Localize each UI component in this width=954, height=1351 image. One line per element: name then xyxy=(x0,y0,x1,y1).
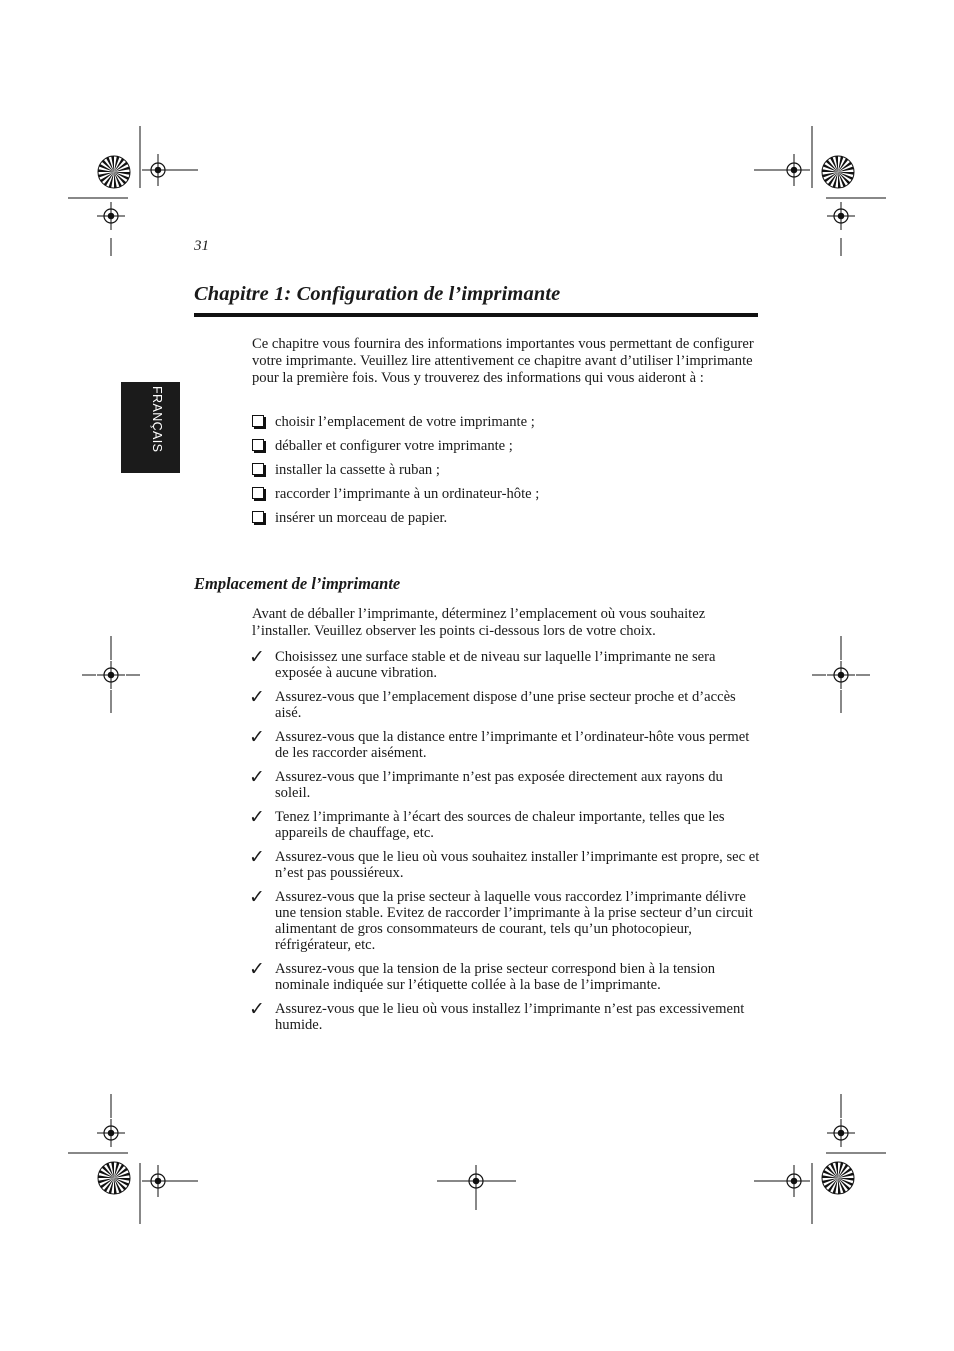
star-target-icon xyxy=(822,156,854,188)
chapter-rule xyxy=(194,313,758,317)
intro-bullet-list xyxy=(252,414,760,534)
list-item-text: insérer un morceau de papier. xyxy=(275,510,448,526)
language-tab xyxy=(121,382,180,473)
star-target-icon xyxy=(98,156,130,188)
checkmark-icon: ✓ xyxy=(249,766,265,788)
list-item xyxy=(249,958,760,993)
list-item-text: Assurez-vous que l’emplacement dispose d’une prise secteur proche et d’accès aisé. xyxy=(275,689,736,721)
star-target-icon xyxy=(98,1162,130,1194)
language-tab-label: FRANÇAIS xyxy=(150,386,164,453)
list-item xyxy=(252,414,760,430)
star-target-icon xyxy=(822,1162,854,1194)
registration-target-icon xyxy=(460,1165,492,1197)
checkbox-bullet-icon xyxy=(252,415,264,427)
checkmark-icon: ✓ xyxy=(249,998,265,1020)
registration-dot xyxy=(155,167,162,174)
list-item xyxy=(249,806,760,841)
list-item xyxy=(249,846,760,881)
checkbox-bullet-icon xyxy=(252,439,264,451)
list-item-text: Choisissez une surface stable et de niveau sur laquelle l’imprimante ne sera exposée à aucune vibration. xyxy=(275,649,716,681)
list-item xyxy=(252,438,760,454)
chapter-title: Chapitre 1: Configuration de l’imprimante xyxy=(194,283,561,305)
list-item-text: Assurez-vous que la distance entre l’imprimante et l’ordinateur-hôte vous permet de les raccorder aisément. xyxy=(275,729,750,761)
list-item xyxy=(249,686,760,721)
registration-dot xyxy=(473,1178,480,1185)
list-item xyxy=(252,462,760,478)
registration-dot xyxy=(791,167,798,174)
registration-dot xyxy=(108,213,115,220)
list-item xyxy=(252,510,760,526)
registration-target-icon xyxy=(97,661,125,689)
registration-target-icon xyxy=(142,154,174,186)
registration-target-icon xyxy=(827,1119,855,1147)
registration-target-icon xyxy=(778,1165,810,1197)
registration-dot xyxy=(791,1178,798,1185)
checkbox-bullet-icon xyxy=(252,487,264,499)
checkmark-icon: ✓ xyxy=(249,886,265,908)
list-item-text: installer la cassette à ruban ; xyxy=(275,462,440,478)
registration-dot xyxy=(108,672,115,679)
list-item xyxy=(249,726,760,761)
location-check-list xyxy=(249,646,760,1041)
registration-dot xyxy=(838,1130,845,1137)
list-item-text: raccorder l’imprimante à un ordinateur-hôte ; xyxy=(275,486,540,502)
location-paragraph: Avant de déballer l’imprimante, déterminez l’emplacement où vous souhaitez l’installer. Veuillez observer les points ci-dessous lors de votre choix. xyxy=(252,606,706,639)
registration-dot xyxy=(838,672,845,679)
registration-target-icon xyxy=(827,202,855,230)
checkmark-icon: ✓ xyxy=(249,726,265,748)
list-item-text: Assurez-vous que le lieu où vous souhaitez installer l’imprimante est propre, sec et n’est pas poussiéreux. xyxy=(275,849,760,881)
list-item-text: déballer et configurer votre imprimante ; xyxy=(275,438,513,454)
checkbox-bullet-icon xyxy=(252,463,264,475)
registration-target-icon xyxy=(778,154,810,186)
list-item xyxy=(249,886,760,953)
list-item xyxy=(249,646,760,681)
list-item xyxy=(252,486,760,502)
list-item-text: Assurez-vous que la tension de la prise secteur correspond bien à la tension nominale indiquée sur l’étiquette collée à la base de l’imprimante. xyxy=(275,961,716,993)
intro-paragraph: Ce chapitre vous fournira des informations importantes vous permettant de configurer votre imprimante. Veuillez lire attentivement ce chapitre avant d’utiliser l’imprimante pour la première fois. Vous y trouverez des informations qui vous aideront à : xyxy=(252,336,754,386)
list-item xyxy=(249,766,760,801)
registration-target-icon xyxy=(827,661,855,689)
list-item-text: Assurez-vous que l’imprimante n’est pas exposée directement aux rayons du soleil. xyxy=(275,769,723,801)
registration-dot xyxy=(838,213,845,220)
registration-target-icon xyxy=(97,1119,125,1147)
registration-dot xyxy=(155,1178,162,1185)
checkmark-icon: ✓ xyxy=(249,846,265,868)
list-item xyxy=(249,998,760,1033)
list-item-text: Tenez l’imprimante à l’écart des sources de chaleur importante, telles que les appareils de chauffage, etc. xyxy=(275,809,725,841)
section-heading: Emplacement de l’imprimante xyxy=(194,574,401,593)
list-item-text: choisir l’emplacement de votre imprimante ; xyxy=(275,414,535,430)
list-item-text: Assurez-vous que le lieu où vous installez l’imprimante n’est pas excessivement humide. xyxy=(275,1001,745,1033)
page-number: 31 xyxy=(194,238,209,254)
checkbox-bullet-icon xyxy=(252,511,264,523)
checkmark-icon: ✓ xyxy=(249,686,265,708)
list-item-text: Assurez-vous que la prise secteur à laquelle vous raccordez l’imprimante délivre une tension stable. Evitez de raccorder l’imprimante à la prise secteur d’un circuit alimentant de gros consommateurs de courant, tels qu’un photocopieur, réfrigérateur, etc. xyxy=(275,889,753,953)
checkmark-icon: ✓ xyxy=(249,958,265,980)
registration-target-icon xyxy=(97,202,125,230)
registration-target-icon xyxy=(142,1165,174,1197)
checkmark-icon: ✓ xyxy=(249,646,265,668)
registration-dot xyxy=(108,1130,115,1137)
checkmark-icon: ✓ xyxy=(249,806,265,828)
